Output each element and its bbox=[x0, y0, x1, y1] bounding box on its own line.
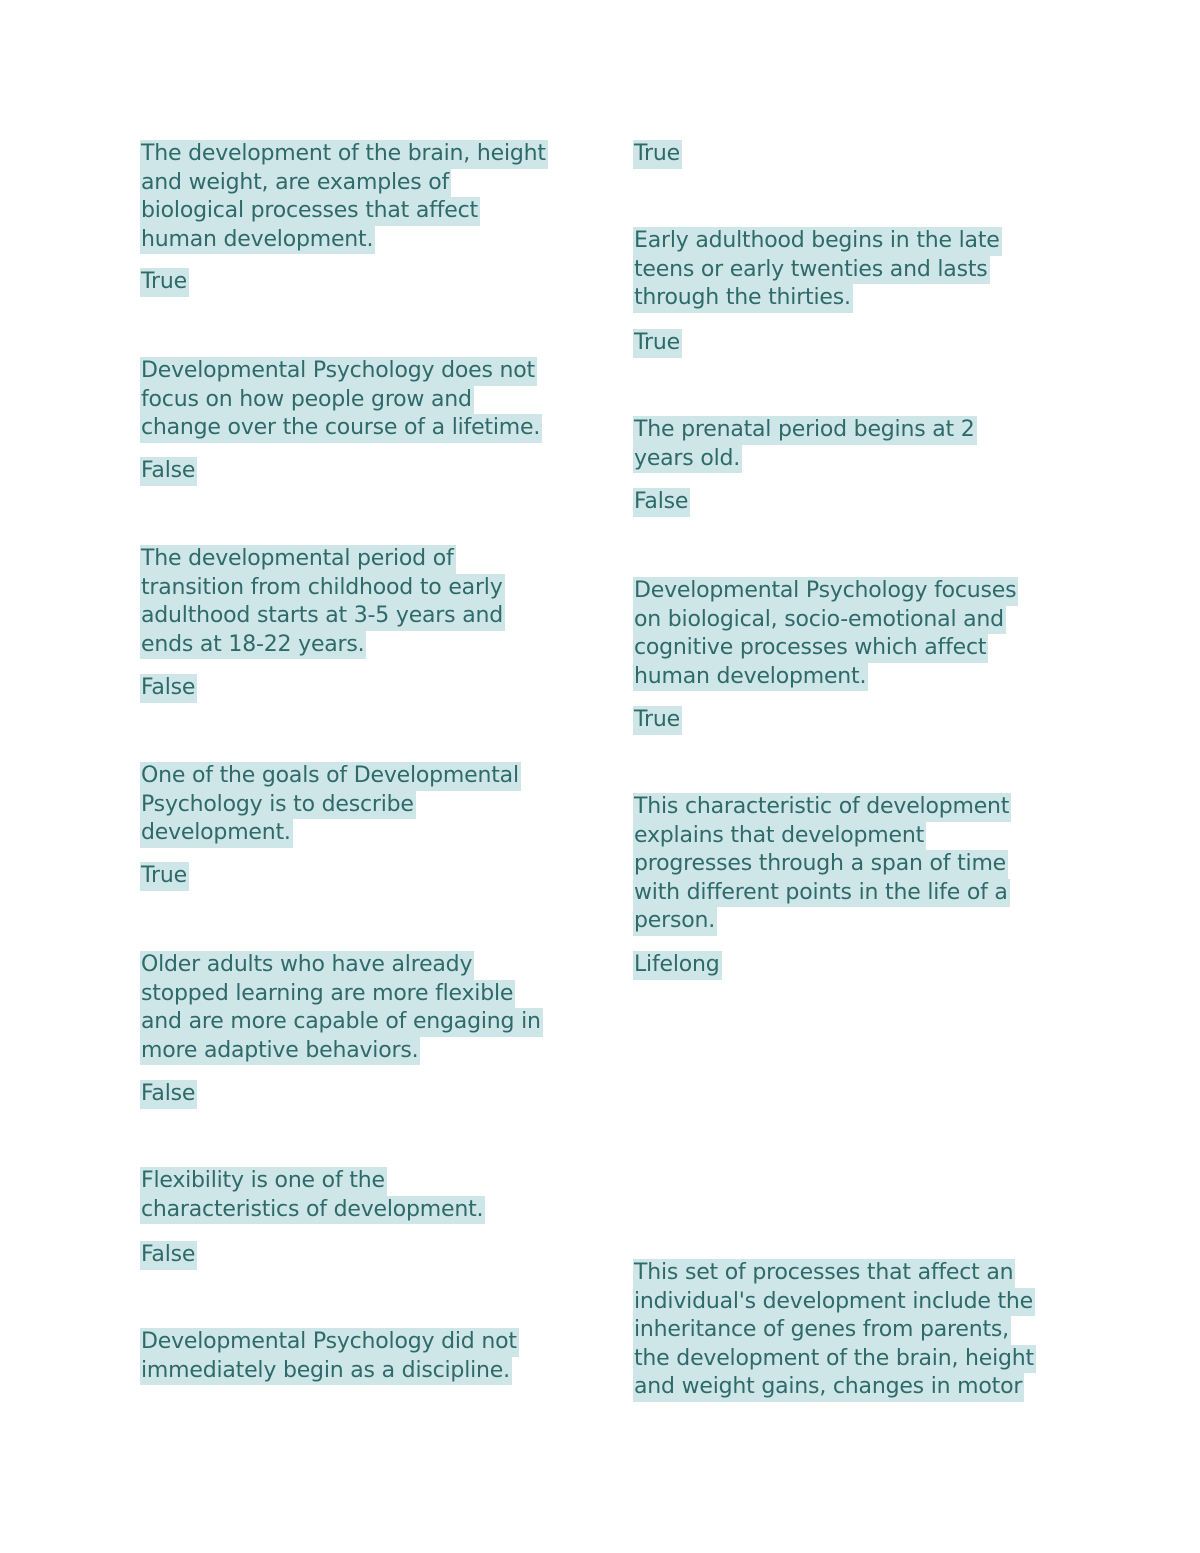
answer-text bbox=[140, 674, 197, 703]
question-line: person. bbox=[633, 907, 717, 936]
question-text bbox=[633, 227, 1002, 313]
question-line: the development of the brain, height bbox=[633, 1345, 1036, 1374]
answer-line: True bbox=[140, 862, 189, 891]
answer-line: Lifelong bbox=[633, 951, 722, 980]
question-line: and weight, are examples of bbox=[140, 169, 451, 198]
question-line: Older adults who have already bbox=[140, 951, 474, 980]
question-text bbox=[633, 577, 1018, 691]
question-text bbox=[140, 140, 548, 254]
question-line: Developmental Psychology does not bbox=[140, 357, 537, 386]
question-line: and are more capable of engaging in bbox=[140, 1008, 543, 1037]
question-text bbox=[140, 762, 521, 848]
answer-line: False bbox=[140, 674, 197, 703]
question-line: immediately begin as a discipline. bbox=[140, 1357, 512, 1386]
question-line: development. bbox=[140, 819, 293, 848]
question-line: Flexibility is one of the bbox=[140, 1167, 387, 1196]
question-line: progresses through a span of time bbox=[633, 850, 1008, 879]
question-line: This set of processes that affect an bbox=[633, 1259, 1015, 1288]
question-line: cognitive processes which affect bbox=[633, 634, 988, 663]
question-line: individual's development include the bbox=[633, 1288, 1035, 1317]
question-line: explains that development bbox=[633, 822, 926, 851]
answer-line: False bbox=[633, 488, 690, 517]
question-line: transition from childhood to early bbox=[140, 574, 505, 603]
question-line: biological processes that affect bbox=[140, 197, 480, 226]
answer-line: True bbox=[140, 268, 189, 297]
question-text bbox=[633, 416, 977, 473]
answer-text bbox=[140, 457, 197, 486]
question-line: years old. bbox=[633, 445, 742, 474]
question-line: change over the course of a lifetime. bbox=[140, 414, 542, 443]
answer-text bbox=[633, 951, 722, 980]
question-line: and weight gains, changes in motor bbox=[633, 1373, 1024, 1402]
question-line: One of the goals of Developmental bbox=[140, 762, 521, 791]
question-text bbox=[633, 793, 1011, 936]
answer-text bbox=[140, 268, 189, 297]
question-text bbox=[140, 951, 543, 1065]
question-line: ends at 18-22 years. bbox=[140, 631, 366, 660]
question-line: inheritance of genes from parents, bbox=[633, 1316, 1011, 1345]
answer-text bbox=[633, 706, 682, 735]
question-line: characteristics of development. bbox=[140, 1196, 485, 1225]
answer-text bbox=[140, 1080, 197, 1109]
answer-line: True bbox=[633, 140, 682, 169]
question-line: more adaptive behaviors. bbox=[140, 1037, 420, 1066]
question-line: adulthood starts at 3-5 years and bbox=[140, 602, 505, 631]
question-line: stopped learning are more flexible bbox=[140, 980, 515, 1009]
question-line: Developmental Psychology focuses bbox=[633, 577, 1018, 606]
question-line: The development of the brain, height bbox=[140, 140, 548, 169]
answer-line: False bbox=[140, 1241, 197, 1270]
question-line: This characteristic of development bbox=[633, 793, 1011, 822]
question-text bbox=[140, 357, 542, 443]
question-line: Early adulthood begins in the late bbox=[633, 227, 1002, 256]
answer-text bbox=[633, 329, 682, 358]
question-line: Developmental Psychology did not bbox=[140, 1328, 519, 1357]
question-text bbox=[140, 1167, 485, 1224]
question-line: The prenatal period begins at 2 bbox=[633, 416, 977, 445]
answer-line: False bbox=[140, 1080, 197, 1109]
question-line: teens or early twenties and lasts bbox=[633, 256, 990, 285]
question-text bbox=[140, 545, 505, 659]
answer-text bbox=[140, 1241, 197, 1270]
question-line: Psychology is to describe bbox=[140, 791, 416, 820]
answer-text bbox=[140, 862, 189, 891]
question-line: human development. bbox=[633, 663, 868, 692]
answer-line: True bbox=[633, 706, 682, 735]
question-text bbox=[633, 1259, 1036, 1402]
answer-line: True bbox=[633, 329, 682, 358]
question-line: focus on how people grow and bbox=[140, 386, 474, 415]
question-line: through the thirties. bbox=[633, 284, 853, 313]
answer-text bbox=[633, 140, 682, 169]
question-line: The developmental period of bbox=[140, 545, 456, 574]
answer-text bbox=[633, 488, 690, 517]
question-line: on biological, socio-emotional and bbox=[633, 606, 1006, 635]
question-line: human development. bbox=[140, 226, 375, 255]
answer-line: False bbox=[140, 457, 197, 486]
question-line: with different points in the life of a bbox=[633, 879, 1010, 908]
question-text bbox=[140, 1328, 519, 1385]
